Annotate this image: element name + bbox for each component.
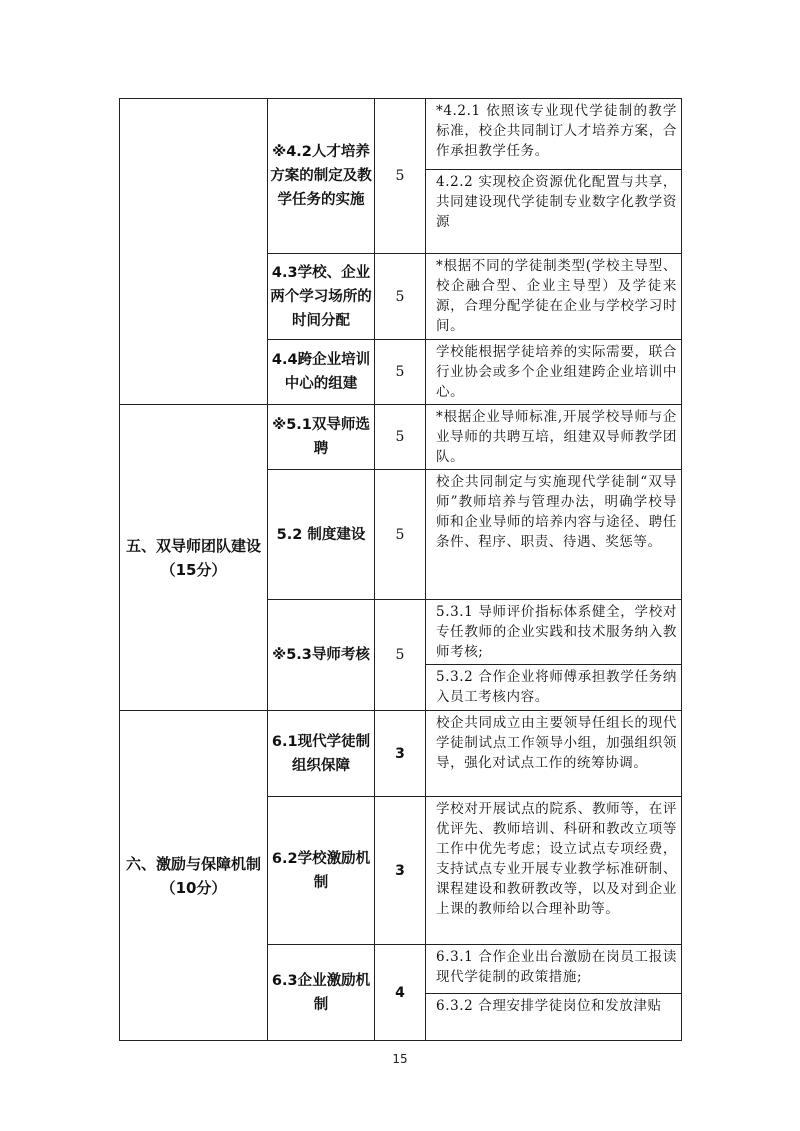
- score-6-1: 3: [375, 711, 426, 797]
- criteria-4-2: [426, 99, 682, 254]
- page-number: 15: [392, 1052, 408, 1066]
- item-5-3: ※5.3导师考核: [268, 600, 375, 711]
- item-5-1: ※5.1双导师选聘: [268, 405, 375, 470]
- criteria-6-1: [426, 711, 682, 797]
- criterion-6-3-2: 6.3.2 合理安排学徒岗位和发放津贴: [426, 993, 681, 1040]
- table-row: [120, 405, 682, 470]
- item-4-2: ※4.2人才培养方案的制定及教学任务的实施: [268, 99, 375, 254]
- section-5-title: 五、双导师团队建设（15分）: [120, 405, 268, 711]
- score-6-3: 4: [375, 945, 426, 1041]
- criteria-4-3: [426, 254, 682, 340]
- criterion-4-4: 学校能根据学徒培养的实际需要，联合行业协会或多个企业组建跨企业培训中心。: [436, 344, 677, 400]
- evaluation-table: [119, 98, 682, 1041]
- score-5-2: 5: [375, 470, 426, 600]
- score-4-4: 5: [375, 340, 426, 405]
- score-6-2: 3: [375, 797, 426, 945]
- criterion-5-1: *根据企业导师标准,开展学校导师与企业导师的共聘互培，组建双导师教学团队。: [436, 409, 677, 465]
- table-row: [120, 711, 682, 797]
- criterion-4-2-2: 4.2.2 实现校企资源优化配置与共享，共同建设现代学徒制专业数字化教学资源: [426, 169, 681, 240]
- item-6-1: 6.1现代学徒制组织保障: [268, 711, 375, 797]
- criterion-5-3-2: 5.3.2 合作企业将师傅承担教学任务纳入员工考核内容。: [426, 664, 681, 710]
- score-4-3: 5: [375, 254, 426, 340]
- criteria-5-3: [426, 600, 682, 711]
- item-5-2: 5.2 制度建设: [268, 470, 375, 600]
- criterion-5-2: 校企共同制定与实施现代学徒制“双导师”教师培养与管理办法，明确学校导师和企业导师的培养内容与途径、聘任条件、程序、职责、待遇、奖惩等。: [436, 474, 677, 550]
- score-5-1: 5: [375, 405, 426, 470]
- criteria-6-3: [426, 945, 682, 1041]
- section-6-title: 六、激励与保障机制（10分）: [120, 711, 268, 1041]
- criterion-6-1: 校企共同成立由主要领导任组长的现代学徒制试点工作领导小组，加强组织领导，强化对试点工作的统筹协调。: [436, 715, 677, 771]
- criteria-4-4: [426, 340, 682, 405]
- criterion-5-3-1: 5.3.1 导师评价指标体系健全，学校对专任教师的企业实践和技术服务纳入教师考核;: [436, 604, 677, 660]
- criteria-6-2: [426, 797, 682, 945]
- criterion-6-2: 学校对开展试点的院系、教师等，在评优评先、教师培训、科研和教改立项等工作中优先考虑；设立试点专项经费，支持试点专业开展专业教学标准研制、课程建设和教研教改等，以及对到企业上课的教师给以合理补助等。: [436, 801, 677, 917]
- score-4-2: 5: [375, 99, 426, 254]
- section-cell-continued: [120, 99, 268, 405]
- criterion-6-3-1: 6.3.1 合作企业出台激励在岗员工报读现代学徒制的政策措施;: [436, 949, 677, 985]
- criteria-5-2: [426, 470, 682, 600]
- item-4-3: 4.3学校、企业两个学习场所的时间分配: [268, 254, 375, 340]
- criterion-4-3: *根据不同的学徒制类型(学校主导型、校企融合型、企业主导型）及学徒来源，合理分配学徒在企业与学校学习时间。: [436, 258, 677, 334]
- item-6-2: 6.2学校激励机制: [268, 797, 375, 945]
- criteria-5-1: [426, 405, 682, 470]
- table-row: [120, 99, 682, 254]
- criterion-4-2-1: *4.2.1 依照该专业现代学徒制的教学标准，校企共同制订人才培养方案，合作承担教学任务。: [436, 103, 677, 159]
- item-4-4: 4.4跨企业培训中心的组建: [268, 340, 375, 405]
- score-5-3: 5: [375, 600, 426, 711]
- item-6-3: 6.3企业激励机制: [268, 945, 375, 1041]
